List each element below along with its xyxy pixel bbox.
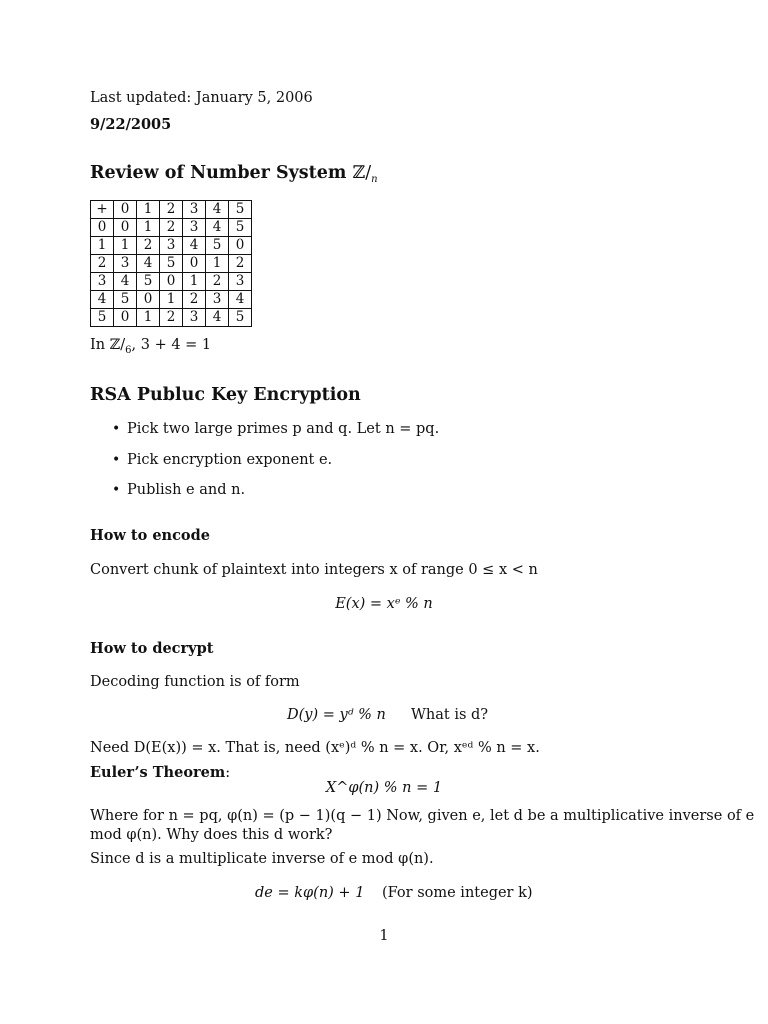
example-line bbox=[90, 337, 212, 356]
table-cell: 4 bbox=[229, 291, 252, 309]
table-cell: 2 bbox=[183, 291, 206, 309]
table-cell: 0 bbox=[137, 291, 160, 309]
bullet-marker: • bbox=[112, 452, 121, 468]
need-line: Need D(E(x)) = x. That is, need (xᵉ)ᵈ % n = x. Or, xᵉᵈ % n = x. bbox=[90, 740, 540, 756]
de-note: (For some integer k) bbox=[382, 885, 533, 901]
table-cell: 5 bbox=[137, 273, 160, 291]
table-row bbox=[91, 273, 252, 291]
bullet-marker: • bbox=[112, 482, 121, 498]
de-formula: de = kφ(n) + 1 bbox=[255, 885, 365, 901]
table-cell: 3 bbox=[229, 273, 252, 291]
table-row bbox=[91, 255, 252, 273]
decrypt-text: Decoding function is of form bbox=[90, 674, 300, 690]
since-line: Since d is a multiplicate inverse of e mod φ(n). bbox=[90, 851, 434, 867]
table-cell: 1 bbox=[137, 309, 160, 327]
table-cell: 1 bbox=[160, 291, 183, 309]
example-rest: , 3 + 4 = 1 bbox=[131, 337, 212, 353]
section-title-text: Review of Number System bbox=[90, 163, 353, 183]
table-cell: 3 bbox=[183, 219, 206, 237]
table-row bbox=[91, 291, 252, 309]
table-row bbox=[91, 219, 252, 237]
table-cell: 2 bbox=[160, 201, 183, 219]
table-cell: 0 bbox=[229, 237, 252, 255]
table-cell: 2 bbox=[160, 309, 183, 327]
table-cell: 2 bbox=[229, 255, 252, 273]
bullet-item: Pick encryption exponent e. bbox=[127, 452, 333, 468]
euler-formula: X^φ(n) % n = 1 bbox=[325, 780, 443, 796]
table-cell: 4 bbox=[137, 255, 160, 273]
table-cell: 5 bbox=[160, 255, 183, 273]
table-cell: 0 bbox=[183, 255, 206, 273]
table-cell: 0 bbox=[160, 273, 183, 291]
table-cell: 5 bbox=[229, 219, 252, 237]
table-cell: 3 bbox=[183, 201, 206, 219]
table-cell: 4 bbox=[206, 309, 229, 327]
table-cell: 1 bbox=[137, 201, 160, 219]
table-cell: 5 bbox=[229, 309, 252, 327]
table-cell: 3 bbox=[183, 309, 206, 327]
table-cell: 2 bbox=[91, 255, 114, 273]
table-cell: 1 bbox=[114, 237, 137, 255]
table-cell: 1 bbox=[206, 255, 229, 273]
table-cell: 5 bbox=[229, 201, 252, 219]
decrypt-formula: D(y) = yᵈ % n bbox=[287, 707, 386, 723]
set-symbol: ℤ/ bbox=[352, 163, 372, 183]
table-cell: 4 bbox=[91, 291, 114, 309]
encode-text: Convert chunk of plaintext into integers x of range 0 ≤ x < n bbox=[90, 562, 538, 578]
table-cell: 0 bbox=[114, 219, 137, 237]
table-cell: 4 bbox=[114, 273, 137, 291]
section-title-review bbox=[90, 163, 378, 183]
where-line-2: mod φ(n). Why does this d work? bbox=[90, 827, 333, 843]
table-cell: 3 bbox=[206, 291, 229, 309]
euler-heading bbox=[90, 764, 230, 781]
euler-label: Euler’s Theorem bbox=[90, 764, 226, 781]
table-cell: 4 bbox=[183, 237, 206, 255]
table-cell: 1 bbox=[137, 219, 160, 237]
table-cell: 4 bbox=[206, 219, 229, 237]
bullet-item: Publish e and n. bbox=[127, 482, 246, 498]
example-subscript: 6 bbox=[125, 345, 132, 356]
table-cell: 1 bbox=[91, 237, 114, 255]
addition-table bbox=[90, 200, 252, 327]
table-row bbox=[91, 237, 252, 255]
section-title-rsa: RSA Publuc Key Encryption bbox=[90, 385, 361, 405]
decrypt-title: How to decrypt bbox=[90, 640, 214, 657]
table-cell: 2 bbox=[206, 273, 229, 291]
where-line-1: Where for n = pq, φ(n) = (p − 1)(q − 1) Now, given e, let d be a multiplicative inverse of e bbox=[90, 808, 755, 824]
table-cell: 0 bbox=[114, 309, 137, 327]
example-prefix: In ℤ/ bbox=[90, 337, 126, 353]
bullet-item: Pick two large primes p and q. Let n = pq. bbox=[127, 421, 440, 437]
euler-colon: : bbox=[225, 765, 231, 781]
table-cell: 0 bbox=[91, 219, 114, 237]
table-cell: 3 bbox=[114, 255, 137, 273]
table-header-row bbox=[91, 201, 252, 219]
decrypt-question: What is d? bbox=[411, 707, 489, 723]
table-cell: 4 bbox=[206, 201, 229, 219]
table-cell: 2 bbox=[160, 219, 183, 237]
last-updated: Last updated: January 5, 2006 bbox=[90, 90, 313, 106]
encode-formula: E(x) = xᵉ % n bbox=[335, 596, 433, 612]
document-date: 9/22/2005 bbox=[90, 116, 172, 133]
table-cell: 5 bbox=[206, 237, 229, 255]
table-row bbox=[91, 309, 252, 327]
table-cell: 1 bbox=[183, 273, 206, 291]
table-cell: 0 bbox=[114, 201, 137, 219]
encode-title: How to encode bbox=[90, 527, 210, 544]
table-cell: 3 bbox=[160, 237, 183, 255]
bullet-marker: • bbox=[112, 421, 121, 437]
table-cell: 5 bbox=[114, 291, 137, 309]
table-cell: 3 bbox=[91, 273, 114, 291]
table-cell: 2 bbox=[137, 237, 160, 255]
set-subscript: n bbox=[371, 174, 378, 185]
table-cell: + bbox=[91, 201, 114, 219]
page-number: 1 bbox=[379, 928, 389, 944]
table-cell: 5 bbox=[91, 309, 114, 327]
